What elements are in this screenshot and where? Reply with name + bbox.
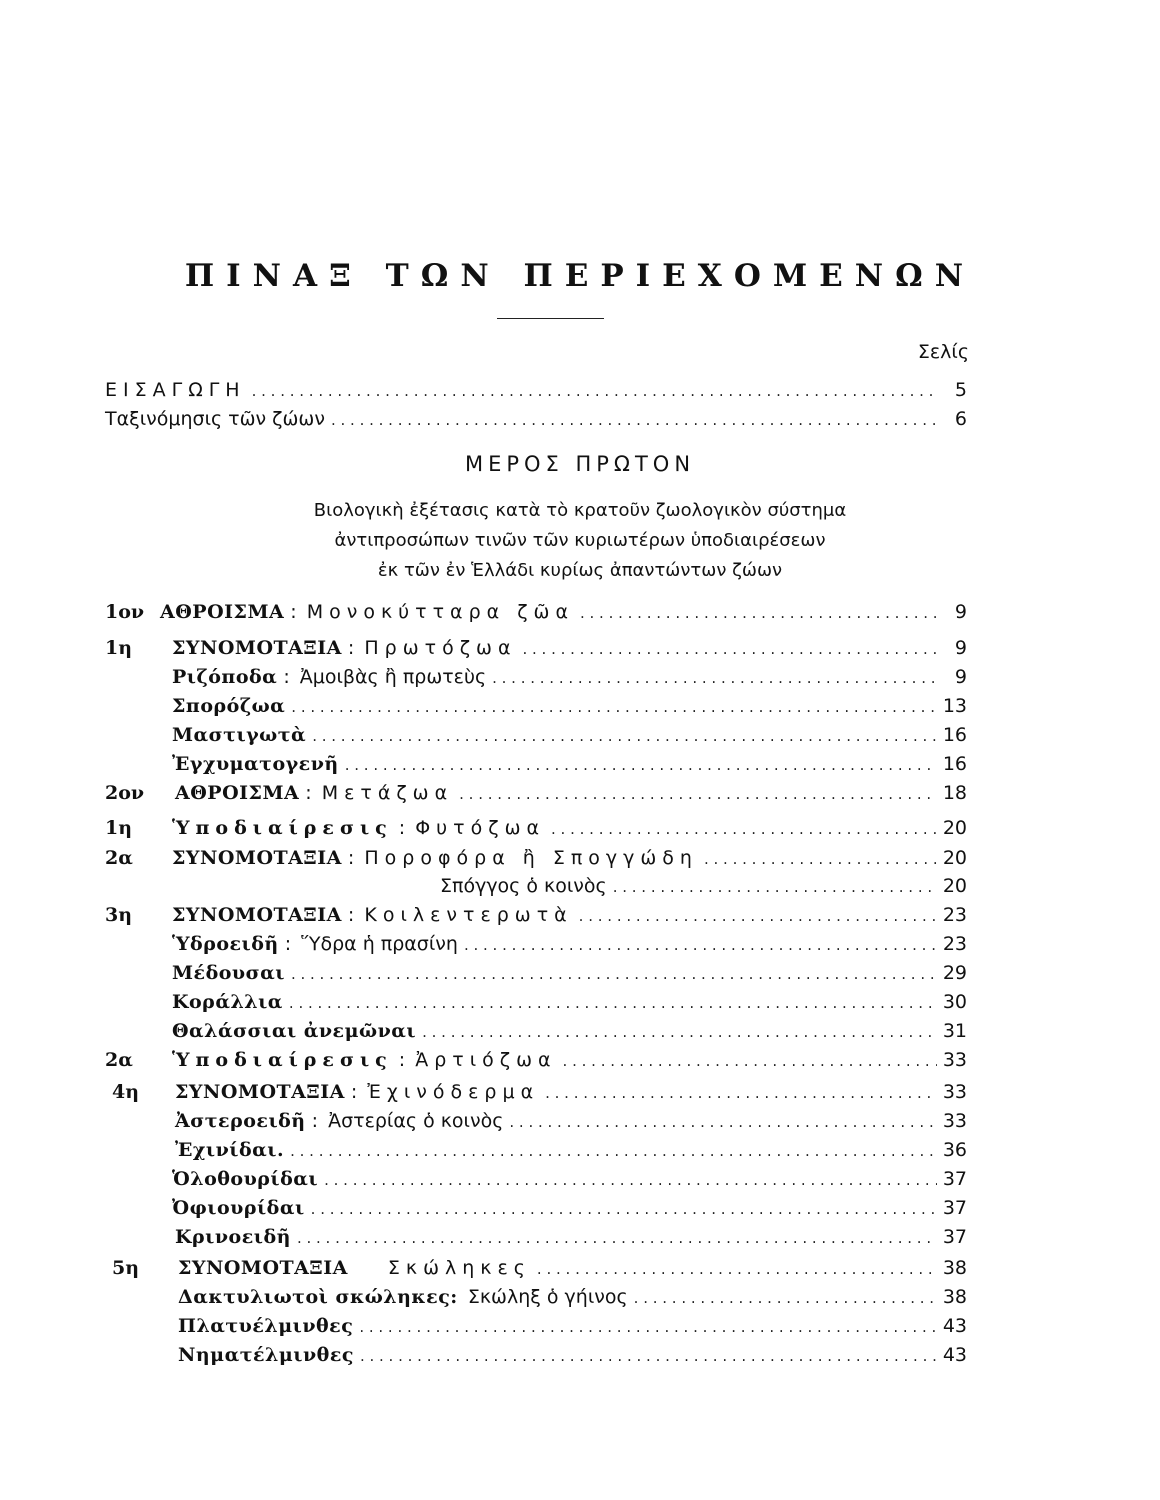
part-subtitle-line: ἀντιπροσώπων τινῶν τῶν κυριωτέρων ὑποδιαιρέσεων	[334, 530, 826, 551]
dot-leader	[522, 636, 937, 662]
toc-page: 16	[942, 724, 967, 746]
entry-heading: Πλατυέλμινθες	[178, 1315, 354, 1337]
entry-title: Ἐχινόδερμα	[367, 1081, 540, 1103]
dot-leader	[345, 752, 937, 778]
dot-leader	[311, 1196, 937, 1222]
entry-separator	[458, 1284, 464, 1310]
toc-row	[172, 931, 967, 957]
entry-heading: Μέδουσαι	[172, 962, 285, 984]
entry-separator: :	[278, 933, 298, 955]
toc-row	[440, 873, 967, 899]
toc-row	[175, 1079, 967, 1105]
entry-number: 4η	[112, 1081, 140, 1103]
entry-separator: :	[341, 847, 361, 869]
entry-separator: :	[277, 666, 296, 688]
entry-title: Ἀρτιόζωα	[415, 1049, 557, 1071]
toc-row	[160, 599, 967, 625]
toc-page: 29	[942, 962, 967, 984]
toc-row	[175, 1108, 967, 1134]
dot-leader	[312, 723, 937, 749]
toc-row	[172, 1047, 967, 1073]
toc-page: 43	[942, 1344, 967, 1366]
entry-title: Σκώληκες	[387, 1257, 531, 1279]
toc-page: 20	[942, 875, 967, 897]
entry-heading: Κρινοειδῆ	[175, 1226, 291, 1248]
entry-title: Φυτόζωα	[415, 817, 546, 839]
toc-row	[172, 902, 967, 928]
dot-leader	[252, 378, 937, 404]
page-title: ΠΙΝΑΞ ΤΩΝ ΠΕΡΙΕΧΟΜΕΝΩΝ	[184, 258, 976, 294]
entry-separator: :	[344, 1081, 364, 1103]
toc-row	[172, 664, 967, 690]
entry-title: Ἀστερίας ὁ κοινὸς	[328, 1110, 504, 1132]
toc-row	[172, 1195, 967, 1221]
entry-separator: :	[284, 601, 303, 623]
dot-leader	[509, 1109, 936, 1135]
toc-page: 38	[942, 1257, 967, 1279]
toc-page: 20	[942, 847, 967, 869]
entry-title: Κοιλεντερωτὰ	[364, 904, 573, 926]
toc-row	[172, 960, 967, 986]
toc-page: 33	[942, 1049, 967, 1071]
entry-title: Μετάζωα	[321, 782, 454, 804]
entry-separator: :	[341, 637, 361, 659]
entry-heading: Νηματέλμινθες	[178, 1344, 354, 1366]
toc-row	[172, 693, 967, 719]
entry-heading: Ἐχινίδαι.	[175, 1139, 285, 1161]
toc-row	[175, 1137, 967, 1163]
toc-page: 20	[942, 817, 967, 839]
toc-page: 13	[942, 695, 967, 717]
entry-separator: :	[392, 1049, 412, 1071]
entry-heading: ΣΥΝΟΜΟΤΑΞΙΑ	[175, 1081, 345, 1103]
entry-number: 1η	[105, 817, 133, 839]
entry-heading: ΑΘΡΟΙΣΜΑ	[175, 782, 300, 804]
toc-row	[105, 377, 967, 403]
entry-heading: Θαλάσσιαι ἀνεμῶναι	[172, 1020, 417, 1042]
entry-heading: Μαστιγωτὰ	[172, 724, 307, 746]
dot-leader	[289, 990, 937, 1016]
toc-row	[172, 751, 967, 777]
toc-row	[172, 635, 967, 661]
entry-separator: :	[299, 782, 318, 804]
toc-page: 33	[942, 1081, 967, 1103]
dot-leader	[422, 1019, 937, 1045]
entry-heading: Ὑδροειδῆ	[172, 933, 279, 955]
entry-number: 2α	[105, 1049, 133, 1071]
entry-separator: :	[341, 904, 361, 926]
toc-page: 5	[954, 379, 967, 401]
dot-leader	[464, 932, 937, 958]
dot-leader	[324, 1167, 937, 1193]
dot-leader	[579, 903, 937, 929]
dot-leader	[545, 1080, 937, 1106]
entry-heading: Ριζόποδα	[172, 666, 278, 688]
entry-heading: ΣΥΝΟΜΟΤΑΞΙΑ	[172, 637, 342, 659]
entry-heading: Ὁλοθουρίδαι	[172, 1168, 319, 1190]
title-rule	[497, 318, 604, 319]
toc-row	[172, 845, 967, 871]
dot-leader	[291, 694, 937, 720]
entry-heading: Ὀφιουρίδαι	[172, 1197, 305, 1219]
dot-leader	[290, 1138, 937, 1164]
toc-row	[172, 1018, 967, 1044]
entry-title: Σκώληξ ὁ γήινος	[467, 1286, 628, 1308]
toc-page: 9	[954, 666, 967, 688]
toc-page: 37	[942, 1226, 967, 1248]
toc-row	[105, 406, 967, 432]
entry-heading: Ὑποδιαίρεσις	[172, 1049, 393, 1071]
toc-page: 36	[942, 1139, 967, 1161]
entry-heading: ΣΥΝΟΜΟΤΑΞΙΑ	[178, 1257, 348, 1279]
dot-leader	[360, 1343, 937, 1369]
toc-row	[178, 1284, 967, 1310]
entry-title: Ὕδρα ἡ πρασίνη	[301, 933, 458, 955]
dot-leader	[537, 1256, 937, 1282]
entry-number: 1ον	[105, 601, 145, 623]
entry-separator: :	[392, 817, 412, 839]
toc-row	[178, 1313, 967, 1339]
toc-page: 37	[942, 1197, 967, 1219]
part-subtitle-line: ἐκ τῶν ἐν Ἑλλάδι κυρίως ἀπαντώντων ζώων	[377, 560, 783, 581]
toc-row	[178, 1255, 967, 1281]
entry-number: 2α	[105, 847, 133, 869]
toc-row	[172, 989, 967, 1015]
toc-page: 23	[942, 904, 967, 926]
dot-leader	[297, 1225, 937, 1251]
toc-page: 16	[942, 753, 967, 775]
toc-row	[172, 1166, 967, 1192]
entry-title: Σπόγγος ὁ κοινὸς	[440, 875, 607, 897]
toc-row	[175, 780, 967, 806]
toc-page: 18	[942, 782, 967, 804]
toc-row	[178, 1342, 967, 1368]
entry-heading: Δακτυλιωτοὶ σκώληκες:	[178, 1286, 458, 1308]
dot-leader	[459, 781, 937, 807]
entry-title: Ποροφόρα ἢ Σπογγώδη	[364, 847, 698, 869]
toc-row	[175, 1224, 967, 1250]
entry-heading: Κοράλλια	[172, 991, 283, 1013]
toc-page: 9	[954, 601, 967, 623]
entry-number: 1η	[105, 637, 133, 659]
toc-page: 23	[942, 933, 967, 955]
entry-title: Πρωτόζωα	[364, 637, 517, 659]
entry-heading: ΣΥΝΟΜΟΤΑΞΙΑ	[172, 904, 342, 926]
entry-heading: ΑΘΡΟΙΣΜΑ	[160, 601, 285, 623]
part-subtitle-line: Βιολογικὴ ἐξέτασις κατὰ τὸ κρατοῦν ζωολογικὸν σύστημα	[313, 500, 847, 521]
entry-heading: ΣΥΝΟΜΟΤΑΞΙΑ	[172, 847, 342, 869]
toc-page: 30	[942, 991, 967, 1013]
dot-leader	[580, 600, 937, 626]
dot-leader	[704, 846, 937, 872]
part-title: ΜΕΡΟΣ ΠΡΩΤΟΝ	[464, 452, 696, 476]
dot-leader	[563, 1048, 937, 1074]
dot-leader	[331, 407, 937, 433]
entry-title: Μονοκύτταρα ζῶα	[306, 601, 574, 623]
toc-page: 31	[942, 1020, 967, 1042]
entry-heading: Σπορόζωα	[172, 695, 286, 717]
entry-number: 5η	[112, 1257, 140, 1279]
toc-page: 43	[942, 1315, 967, 1337]
entry-heading: Ὑποδιαίρεσις	[172, 817, 393, 839]
entry-heading: Ἀστεροειδῆ	[175, 1110, 306, 1132]
toc-row	[172, 815, 967, 841]
entry-number: 3η	[105, 904, 133, 926]
dot-leader	[551, 816, 937, 842]
toc-label: Ταξινόμησις τῶν ζώων	[105, 408, 325, 430]
toc-page: 37	[942, 1168, 967, 1190]
dot-leader	[291, 961, 937, 987]
dot-leader	[634, 1285, 937, 1311]
toc-row	[172, 722, 967, 748]
entry-separator: :	[305, 1110, 325, 1132]
entry-number: 2ον	[105, 782, 145, 804]
toc-page: 6	[954, 408, 967, 430]
toc-label: ΕΙΣΑΓΩΓΗ	[105, 379, 246, 401]
dot-leader	[492, 665, 937, 691]
toc-page: 9	[954, 637, 967, 659]
entry-title: Ἀμοιβὰς ἢ πρωτεὺς	[299, 666, 487, 688]
dot-leader	[359, 1314, 937, 1340]
page-column-label: Σελίς	[917, 341, 969, 363]
entry-heading: Ἐγχυματογενῆ	[172, 753, 339, 775]
toc-page: 33	[942, 1110, 967, 1132]
dot-leader	[613, 874, 937, 900]
toc-page: 38	[942, 1286, 967, 1308]
